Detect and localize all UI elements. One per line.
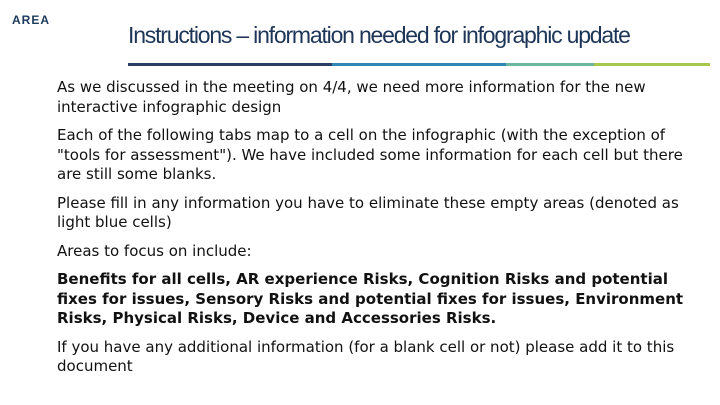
paragraph-tabs-mapping: Each of the following tabs map to a cell on the infographic (with the exception of "tools for assessment"). We have included some information for each cell but there are still some blanks. [57, 126, 683, 183]
paragraph-meeting-intro: As we discussed in the meeting on 4/4, we need more information for the new interactive infographic design [57, 78, 646, 116]
underline-segment-blue [332, 63, 507, 66]
area-logo [12, 13, 50, 27]
paragraph-fill-request: Please fill in any information you have to eliminate these empty areas (denoted as light blue cells) [57, 193, 679, 231]
instructions-body [57, 78, 702, 386]
paragraph-focus-areas: Benefits for all cells, AR experience Risks, Cognition Risks and potential fixes for issues, Sensory Risks and potential fixes for issues, Environment Risks, Physical Risks, Device and Accessories Risks. [57, 270, 684, 327]
underline-segment-green [594, 63, 710, 66]
logo-text: AREA [12, 13, 51, 27]
underline-segment-navy [128, 63, 332, 66]
title-underline [128, 63, 710, 66]
underline-segment-teal [506, 63, 593, 66]
paragraph-additional-info: If you have any additional information (for a blank cell or not) please add it to this document [57, 337, 675, 375]
page-title: Instructions – information needed for infographic update [128, 22, 630, 48]
paragraph-focus-heading: Areas to focus on include: [57, 241, 252, 260]
